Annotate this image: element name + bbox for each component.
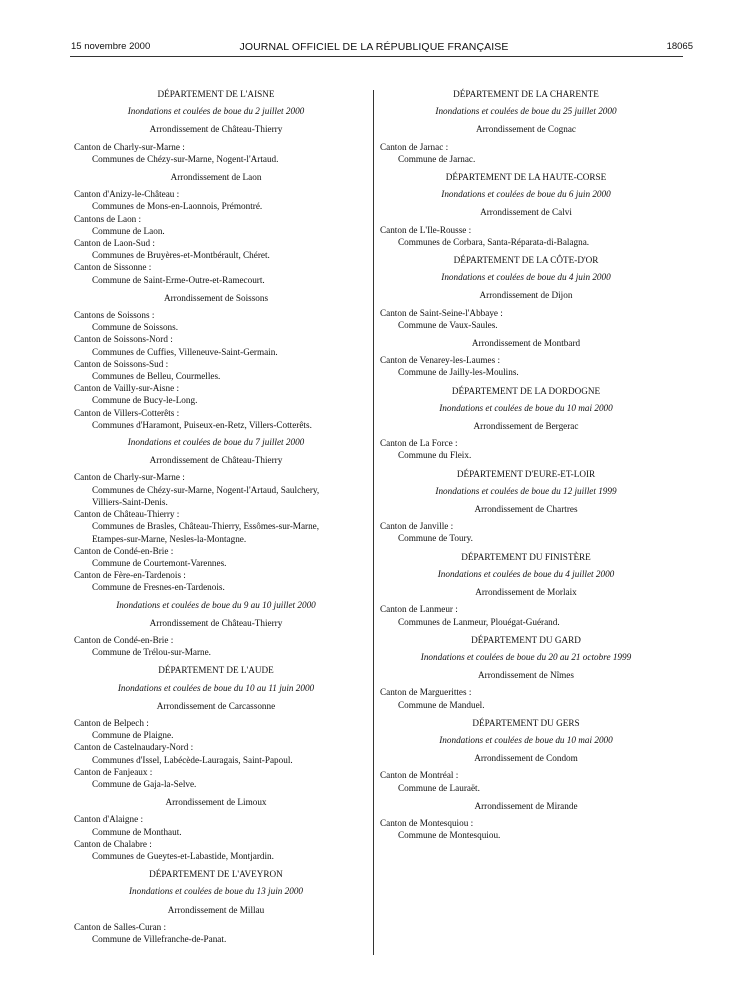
commune-line: Communes de Gueytes-et-Labastide, Montjardin. — [92, 850, 274, 861]
canton-line: Canton de Venarey-les-Laumes : — [380, 355, 500, 366]
canton-line: Canton de Fanjeaux : — [74, 766, 153, 777]
event-heading: Inondations et coulées de boue du 10 au 11 juin 2000 — [117, 682, 315, 693]
left-column — [74, 82, 358, 945]
commune-line: Commune de Plaigne. — [92, 730, 174, 741]
arrondissement-heading: Arrondissement de Dijon — [479, 290, 573, 301]
commune-line: Communes de Corbara, Santa-Réparata-di-Balagna. — [398, 236, 590, 247]
arrondissement-heading: Arrondissement de Chartres — [474, 504, 578, 515]
event-heading: Inondations et coulées de boue du 10 mai 2000 — [439, 402, 613, 413]
commune-line: Commune de Jarnac. — [398, 153, 476, 164]
commune-line: Commune de Jailly-les-Moulins. — [398, 367, 519, 378]
commune-line: Commune de Manduel. — [398, 699, 485, 710]
department-heading: DÉPARTEMENT DE LA CÔTE-D'OR — [453, 255, 599, 266]
column-divider — [373, 90, 374, 955]
event-heading: Inondations et coulées de boue du 4 juin 2000 — [441, 272, 611, 283]
commune-line: Villiers-Saint-Denis. — [92, 496, 168, 507]
canton-line: Canton de Janville : — [380, 521, 454, 532]
canton-line: Canton de Sissonne : — [74, 262, 152, 273]
department-heading: DÉPARTEMENT DE L'AUDE — [158, 665, 274, 676]
event-heading: Inondations et coulées de boue du 2 juillet 2000 — [127, 106, 305, 117]
canton-line: Canton de Charly-sur-Marne : — [74, 472, 185, 483]
commune-line: Commune de Bucy-le-Long. — [92, 395, 198, 406]
arrondissement-heading: Arrondissement de Montbard — [471, 338, 581, 349]
canton-line: Canton de Montréal : — [380, 770, 459, 781]
event-heading: Inondations et coulées de boue du 7 juillet 2000 — [127, 437, 305, 448]
department-heading: DÉPARTEMENT DE L'AISNE — [157, 89, 275, 99]
commune-line: Communes de Mons-en-Laonnois, Prémontré. — [92, 201, 263, 212]
commune-line: Commune de Villefranche-de-Panat. — [92, 933, 227, 944]
header-rule — [70, 56, 683, 57]
commune-line: Commune de Monthaut. — [92, 826, 182, 837]
canton-line: Canton d'Alaigne : — [74, 814, 144, 825]
commune-line: Commune de Montesquiou. — [398, 830, 501, 841]
page-number: 18065 — [666, 41, 693, 52]
commune-line: Commune de Soissons. — [92, 322, 179, 333]
arrondissement-heading: Arrondissement de Château-Thierry — [149, 455, 283, 466]
department-heading: DÉPARTEMENT DU GERS — [472, 717, 580, 728]
canton-line: Canton de Laon-Sud : — [74, 238, 155, 249]
canton-line: Canton de Condé-en-Brie : — [74, 545, 174, 556]
commune-line: Commune de Lauraët. — [398, 782, 480, 793]
commune-line: Commune de Courtemont-Varennes. — [92, 557, 227, 568]
canton-line: Canton de Chalabre : — [74, 838, 152, 849]
arrondissement-heading: Arrondissement de Condom — [474, 753, 578, 764]
canton-line: Canton de Saint-Seine-l'Abbaye : — [380, 307, 503, 318]
canton-line: Canton de Vailly-sur-Aisne : — [74, 383, 180, 394]
canton-line: Canton de Jarnac : — [380, 141, 449, 152]
canton-line: Canton d'Anizy-le-Château : — [74, 189, 180, 200]
event-heading: Inondations et coulées de boue du 4 juillet 2000 — [437, 568, 615, 579]
arrondissement-heading: Arrondissement de Château-Thierry — [149, 124, 283, 135]
canton-line: Canton de Soissons-Nord : — [74, 334, 173, 345]
event-heading: Inondations et coulées de boue du 6 juin 2000 — [441, 189, 611, 200]
canton-line: Canton de Montesquiou : — [380, 817, 474, 828]
arrondissement-heading: Arrondissement de Mirande — [474, 800, 578, 811]
commune-line: Communes d'Haramont, Puiseux-en-Retz, Villers-Cotterêts. — [92, 419, 312, 430]
commune-line: Etampes-sur-Marne, Nesles-la-Montagne. — [92, 533, 247, 544]
canton-line: Canton de Soissons-Sud : — [74, 358, 169, 369]
commune-line: Commune de Vaux-Saules. — [398, 319, 498, 330]
arrondissement-heading: Arrondissement de Soissons — [163, 292, 269, 303]
canton-line: Canton de Castelnaudary-Nord : — [74, 742, 194, 753]
event-heading: Inondations et coulées de boue du 20 au 21 octobre 1999 — [420, 651, 632, 662]
department-heading: DÉPARTEMENT D'EURE-ET-LOIR — [456, 468, 596, 479]
canton-line: Canton de La Force : — [380, 438, 458, 449]
canton-line: Canton de Salles-Curan : — [74, 921, 167, 932]
commune-line: Communes de Belleu, Courmelles. — [92, 371, 221, 382]
event-heading: Inondations et coulées de boue du 13 juin 2000 — [128, 886, 304, 897]
canton-line: Canton de L'Ile-Rousse : — [380, 224, 472, 235]
commune-line: Commune de Toury. — [398, 533, 473, 544]
commune-line: Commune de Laon. — [92, 225, 165, 236]
event-heading: Inondations et coulées de boue du 12 juillet 1999 — [435, 485, 617, 496]
commune-line: Communes de Lanmeur, Plouégat-Guérand. — [398, 616, 560, 627]
arrondissement-heading: Arrondissement de Millau — [167, 904, 265, 915]
commune-line: Commune de Fresnes-en-Tardenois. — [92, 582, 225, 593]
department-heading: DÉPARTEMENT DE LA HAUTE-CORSE — [445, 172, 607, 183]
arrondissement-heading: Arrondissement de Château-Thierry — [149, 617, 283, 628]
commune-line: Commune de Saint-Erme-Outre-et-Ramecourt. — [92, 274, 265, 285]
canton-line: Canton de Villers-Cotterêts : — [74, 407, 180, 418]
arrondissement-heading: Arrondissement de Bergerac — [473, 421, 579, 432]
canton-line: Cantons de Soissons : — [74, 310, 155, 321]
department-heading: DÉPARTEMENT DE LA DORDOGNE — [451, 385, 601, 396]
header-date: 15 novembre 2000 — [71, 41, 151, 52]
arrondissement-heading: Arrondissement de Carcassonne — [156, 700, 276, 711]
arrondissement-heading: Arrondissement de Cognac — [475, 124, 577, 135]
commune-line: Communes de Chézy-sur-Marne, Nogent-l'Artaud, Saulchery, — [92, 484, 320, 495]
journal-title: JOURNAL OFFICIEL DE LA RÉPUBLIQUE FRANÇAISE — [239, 41, 509, 53]
department-heading: DÉPARTEMENT DE LA CHARENTE — [453, 89, 599, 99]
arrondissement-heading: Arrondissement de Morlaix — [475, 587, 577, 598]
canton-line: Canton de Lanmeur : — [380, 604, 458, 615]
department-heading: DÉPARTEMENT DE L'AVEYRON — [149, 869, 283, 880]
canton-line: Canton de Marguerittes : — [380, 687, 472, 698]
canton-line: Canton de Charly-sur-Marne : — [74, 141, 185, 152]
arrondissement-heading: Arrondissement de Calvi — [480, 207, 572, 218]
canton-line: Canton de Fère-en-Tardenois : — [74, 570, 186, 581]
canton-line: Canton de Condé-en-Brie : — [74, 634, 174, 645]
department-heading: DÉPARTEMENT DU FINISTÈRE — [461, 551, 591, 562]
commune-line: Commune de Gaja-la-Selve. — [92, 778, 197, 789]
commune-line: Communes de Chézy-sur-Marne, Nogent-l'Artaud. — [92, 153, 279, 164]
commune-line: Communes de Cuffies, Villeneuve-Saint-Germain. — [92, 346, 278, 357]
commune-line: Commune de Trélou-sur-Marne. — [92, 647, 211, 658]
commune-line: Communes de Brasles, Château-Thierry, Essômes-sur-Marne, — [92, 521, 320, 532]
canton-line: Canton de Belpech : — [74, 717, 149, 728]
arrondissement-heading: Arrondissement de Laon — [170, 172, 262, 183]
event-heading: Inondations et coulées de boue du 10 mai 2000 — [439, 734, 613, 745]
canton-line: Cantons de Laon : — [74, 213, 142, 224]
event-heading: Inondations et coulées de boue du 9 au 10 juillet 2000 — [116, 599, 316, 610]
commune-line: Communes de Bruyères-et-Montbérault, Chéret. — [92, 250, 270, 261]
event-heading: Inondations et coulées de boue du 25 juillet 2000 — [435, 106, 617, 117]
department-heading: DÉPARTEMENT DU GARD — [471, 634, 581, 645]
right-column — [380, 82, 672, 841]
arrondissement-heading: Arrondissement de Nîmes — [478, 670, 574, 681]
commune-line: Communes d'Issel, Labécède-Lauragais, Saint-Papoul. — [92, 754, 293, 765]
canton-line: Canton de Château-Thierry : — [74, 509, 180, 520]
arrondissement-heading: Arrondissement de Limoux — [165, 797, 267, 808]
commune-line: Commune du Fleix. — [398, 450, 472, 461]
